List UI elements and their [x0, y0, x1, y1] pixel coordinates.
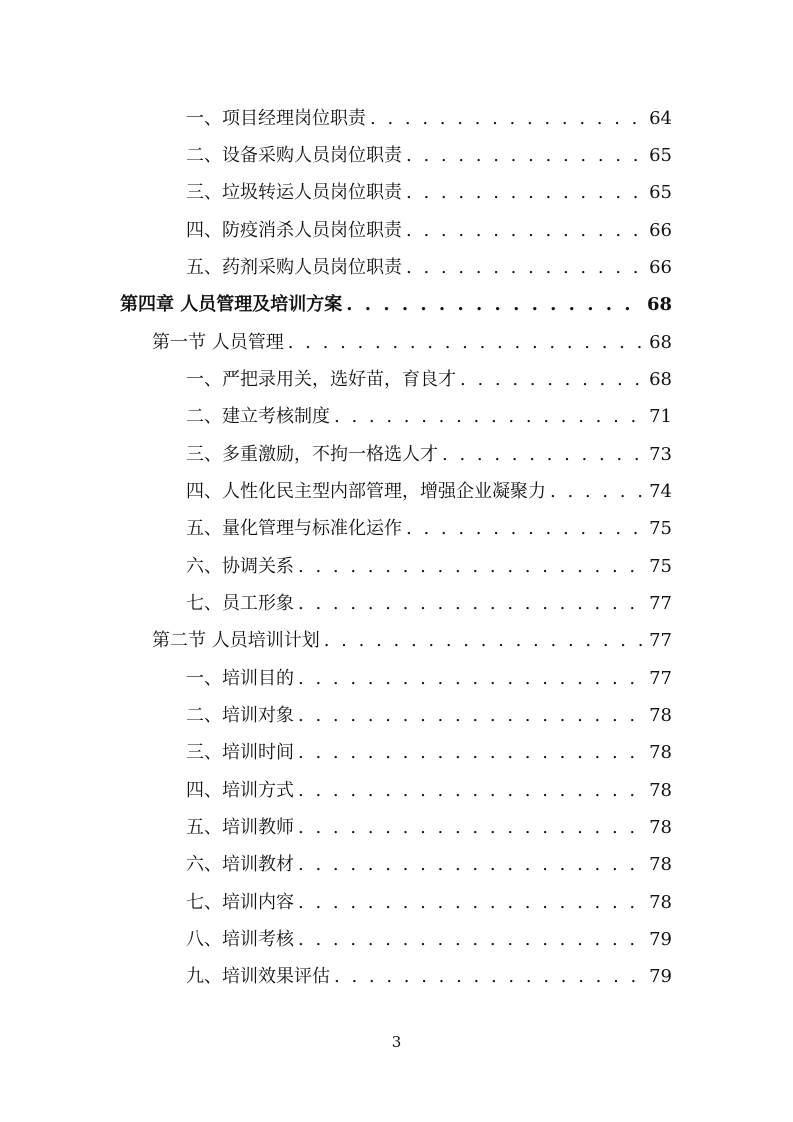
toc-entry-title: 二、培训对象: [186, 705, 294, 726]
toc-entry-title: 三、垃圾转运人员岗位职责: [186, 182, 402, 203]
toc-entry-title: 六、协调关系: [186, 556, 294, 577]
toc-section-page: 68: [649, 332, 672, 353]
toc-entry-title: 七、培训内容: [186, 892, 294, 913]
toc-entry-title: 四、人性化民主型内部管理，增强企业凝聚力: [186, 481, 546, 502]
toc-leader-dots: [298, 592, 645, 616]
toc-leader-dots: [550, 480, 645, 504]
toc-entry-page: 78: [649, 892, 672, 913]
toc-leader-dots: [334, 965, 645, 989]
toc-entry-page: 78: [649, 742, 672, 763]
toc-entry-page: 64: [649, 108, 672, 129]
toc-leader-dots: [442, 443, 645, 467]
toc-entry-page: 79: [649, 966, 672, 987]
toc-entry-title: 九、培训效果评估: [186, 966, 330, 987]
toc-entry-title: 一、严把录用关，选好苗，育良才: [186, 369, 456, 390]
toc-section-title: 第一节 人员管理: [152, 332, 284, 353]
toc-entry[interactable]: [186, 517, 672, 541]
toc-entry-title: 五、培训教师: [186, 817, 294, 838]
toc-entry-title: 三、多重激励，不拘一格选人才: [186, 444, 438, 465]
toc-leader-dots: [298, 853, 645, 877]
toc-entry[interactable]: [186, 144, 672, 168]
toc-leader-dots: [298, 891, 645, 915]
toc-entry[interactable]: [186, 816, 672, 840]
toc-entry[interactable]: [186, 368, 672, 392]
toc-entry[interactable]: [186, 704, 672, 728]
toc-entry-page: 68: [649, 369, 672, 390]
toc-entry[interactable]: [186, 891, 672, 915]
toc-leader-dots: [460, 368, 645, 392]
toc-entry-page: 78: [649, 817, 672, 838]
toc-entry-title: 一、项目经理岗位职责: [186, 108, 366, 129]
toc-entry-page: 78: [649, 780, 672, 801]
toc-entry-title: 五、量化管理与标准化运作: [186, 518, 402, 539]
toc-leader-dots: [324, 629, 645, 653]
page-number: 3: [391, 1033, 402, 1051]
toc-entry-title: 二、设备采购人员岗位职责: [186, 145, 402, 166]
toc-entry[interactable]: [186, 592, 672, 616]
toc-entry-title: 六、培训教材: [186, 854, 294, 875]
toc-section[interactable]: [152, 629, 672, 653]
toc-entry-page: 73: [649, 444, 672, 465]
toc-chapter-title: 第四章 人员管理及培训方案: [120, 294, 343, 315]
toc-entry-page: 75: [649, 518, 672, 539]
toc-entry-page: 66: [649, 257, 672, 278]
toc-entry-title: 八、培训考核: [186, 929, 294, 950]
toc-leader-dots: [288, 331, 645, 355]
toc-entry[interactable]: [186, 107, 672, 131]
toc-entry[interactable]: [186, 779, 672, 803]
toc-entry[interactable]: [186, 181, 672, 205]
toc-entry-page: 79: [649, 929, 672, 950]
toc-leader-dots: [298, 667, 645, 691]
toc-leader-dots: [406, 219, 645, 243]
toc-leader-dots: [406, 256, 645, 280]
toc-entry[interactable]: [186, 965, 672, 989]
toc-leader-dots: [298, 555, 645, 579]
toc-entry[interactable]: [186, 853, 672, 877]
toc-entry[interactable]: [186, 219, 672, 243]
toc-entry[interactable]: [186, 405, 672, 429]
toc-entry-title: 四、防疫消杀人员岗位职责: [186, 220, 402, 241]
toc-entry-page: 75: [649, 556, 672, 577]
toc-entry-title: 四、培训方式: [186, 780, 294, 801]
toc-leader-dots: [346, 293, 643, 317]
toc-entry-page: 78: [649, 705, 672, 726]
toc-leader-dots: [406, 181, 645, 205]
toc-entry-title: 五、药剂采购人员岗位职责: [186, 257, 402, 278]
toc-leader-dots: [298, 928, 645, 952]
toc-leader-dots: [406, 144, 645, 168]
toc-entry-page: 71: [649, 406, 672, 427]
toc-section-title: 第二节 人员培训计划: [152, 630, 320, 651]
toc-entry-page: 77: [649, 668, 672, 689]
toc-entry-page: 74: [649, 481, 672, 502]
toc-section[interactable]: [152, 331, 672, 355]
toc-entry[interactable]: [186, 928, 672, 952]
toc-chapter-page: 68: [646, 294, 672, 315]
toc-entry-title: 七、员工形象: [186, 593, 294, 614]
toc-entry-page: 78: [649, 854, 672, 875]
toc-entry[interactable]: [186, 256, 672, 280]
toc-entry-page: 65: [649, 182, 672, 203]
toc-leader-dots: [298, 704, 645, 728]
toc-entry-page: 65: [649, 145, 672, 166]
toc-leader-dots: [298, 741, 645, 765]
toc-leader-dots: [406, 517, 645, 541]
toc-entry[interactable]: [186, 443, 672, 467]
toc-entry[interactable]: [186, 741, 672, 765]
toc-entry[interactable]: [186, 555, 672, 579]
toc-section-page: 77: [649, 630, 672, 651]
toc-entry[interactable]: [186, 480, 672, 504]
toc-entry-title: 三、培训时间: [186, 742, 294, 763]
toc-leader-dots: [298, 816, 645, 840]
toc-entry[interactable]: [186, 667, 672, 691]
toc-leader-dots: [334, 405, 645, 429]
toc-leader-dots: [298, 779, 645, 803]
toc-leader-dots: [370, 107, 645, 131]
toc-chapter[interactable]: [120, 293, 672, 317]
toc-entry-title: 一、培训目的: [186, 668, 294, 689]
toc-entry-title: 二、建立考核制度: [186, 406, 330, 427]
toc-entry-page: 77: [649, 593, 672, 614]
toc-entry-page: 66: [649, 220, 672, 241]
